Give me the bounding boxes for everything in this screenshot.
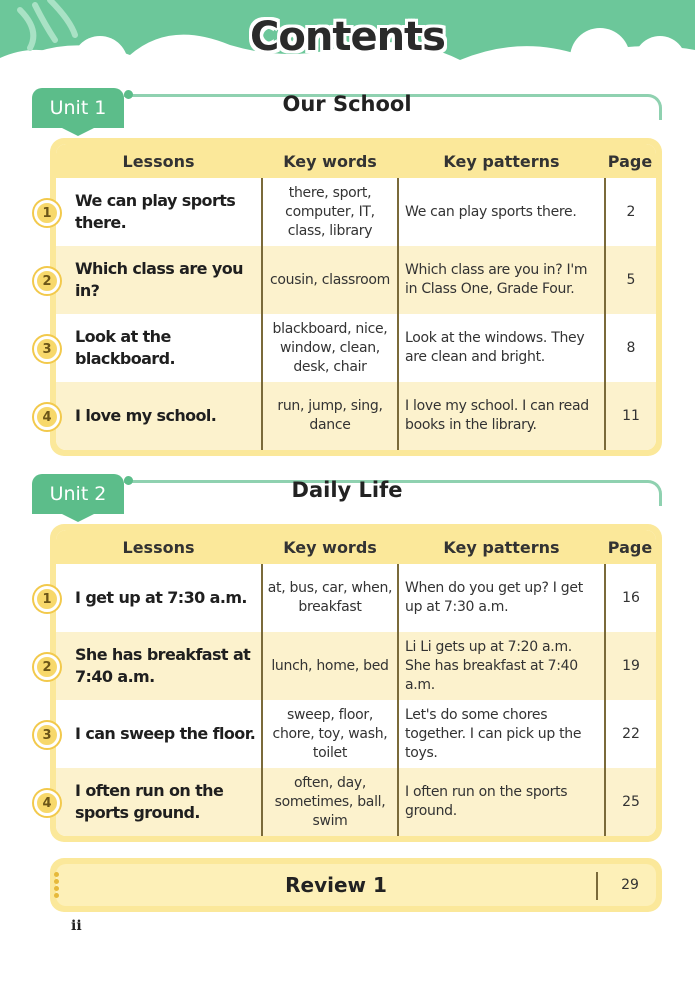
review-inner bbox=[56, 864, 656, 906]
key-patterns: Let's do some chores together. I can pick up the toys. bbox=[405, 706, 582, 761]
page-number[interactable]: 16 bbox=[604, 564, 656, 632]
page-header bbox=[0, 0, 695, 86]
key-patterns: I love my school. I can read books in the library. bbox=[405, 398, 589, 433]
page-number[interactable]: 5 bbox=[604, 246, 656, 314]
col-key-patterns: Key patterns bbox=[443, 151, 560, 171]
table-row[interactable] bbox=[56, 768, 656, 836]
lesson-number-badge: 4 bbox=[34, 404, 60, 430]
page-number[interactable]: 2 bbox=[604, 178, 656, 246]
unit-2-table-inner bbox=[56, 530, 656, 836]
lesson-title[interactable]: I often run on the sports ground. bbox=[75, 781, 224, 822]
column-header-row bbox=[56, 530, 656, 564]
key-words: sweep, floor, chore, toy, wash, toilet bbox=[261, 700, 399, 768]
review-title[interactable]: Review 1 bbox=[285, 873, 387, 897]
review-row[interactable] bbox=[50, 858, 662, 912]
key-words: there, sport, computer, IT, class, library bbox=[261, 178, 399, 246]
lesson-title[interactable]: She has breakfast at 7:40 a.m. bbox=[75, 645, 251, 686]
col-key-patterns: Key patterns bbox=[443, 537, 560, 557]
review-page-number[interactable]: 29 bbox=[621, 877, 639, 893]
table-row[interactable] bbox=[56, 178, 656, 246]
key-patterns: When do you get up? I get up at 7:30 a.m. bbox=[405, 580, 583, 615]
page-title: Contents bbox=[250, 14, 445, 60]
key-patterns: We can play sports there. bbox=[405, 203, 577, 220]
table-row[interactable] bbox=[56, 700, 656, 768]
lesson-number-badge: 2 bbox=[34, 268, 60, 294]
unit-2-tab[interactable]: Unit 2 bbox=[32, 474, 124, 514]
lesson-number-badge: 1 bbox=[34, 200, 60, 226]
key-words: lunch, home, bed bbox=[261, 632, 399, 700]
key-words: cousin, classroom bbox=[261, 246, 399, 314]
lesson-title[interactable]: I love my school. bbox=[75, 406, 217, 425]
page-number[interactable]: 8 bbox=[604, 314, 656, 382]
lesson-number-badge: 3 bbox=[34, 722, 60, 748]
col-page: Page bbox=[607, 151, 653, 171]
table-row[interactable] bbox=[56, 632, 656, 700]
table-row[interactable] bbox=[56, 314, 656, 382]
key-words: blackboard, nice, window, clean, desk, chair bbox=[261, 314, 399, 382]
unit-2-header bbox=[32, 474, 662, 518]
unit-2-title: Daily Life bbox=[291, 478, 403, 502]
unit-1-table bbox=[42, 138, 662, 456]
unit-1-header bbox=[32, 88, 662, 132]
unit-1-title: Our School bbox=[282, 92, 412, 116]
lesson-number-badge: 4 bbox=[34, 790, 60, 816]
page-number[interactable]: 22 bbox=[604, 700, 656, 768]
review-divider bbox=[596, 872, 598, 900]
col-lessons: Lessons bbox=[122, 151, 195, 171]
key-patterns: Li Li gets up at 7:20 a.m. She has breakfast at 7:40 a.m. bbox=[405, 638, 578, 693]
page-number[interactable]: 19 bbox=[604, 632, 656, 700]
table-row[interactable] bbox=[56, 382, 656, 450]
lesson-title[interactable]: Look at the blackboard. bbox=[75, 327, 175, 368]
key-patterns: Which class are you in? I'm in Class One, Grade Four. bbox=[405, 262, 588, 297]
lesson-title[interactable]: Which class are you in? bbox=[75, 259, 243, 300]
key-words: often, day, sometimes, ball, swim bbox=[261, 768, 399, 836]
table-row[interactable] bbox=[56, 246, 656, 314]
lesson-title[interactable]: We can play sports there. bbox=[75, 191, 236, 232]
lesson-title[interactable]: I can sweep the floor. bbox=[75, 724, 256, 743]
table-row[interactable] bbox=[56, 564, 656, 632]
lesson-number-badge: 1 bbox=[34, 586, 60, 612]
lesson-number-badge: 2 bbox=[34, 654, 60, 680]
unit-2-table bbox=[42, 524, 662, 842]
page-number[interactable]: 11 bbox=[604, 382, 656, 450]
unit-1-tab[interactable]: Unit 1 bbox=[32, 88, 124, 128]
key-words: at, bus, car, when, breakfast bbox=[261, 564, 399, 632]
key-words: run, jump, sing, dance bbox=[261, 382, 399, 450]
page-number[interactable]: 25 bbox=[604, 768, 656, 836]
col-key-words: Key words bbox=[283, 537, 377, 557]
unit-1-table-inner bbox=[56, 144, 656, 450]
col-key-words: Key words bbox=[283, 151, 377, 171]
column-header-row bbox=[56, 144, 656, 178]
lesson-title[interactable]: I get up at 7:30 a.m. bbox=[75, 588, 247, 607]
key-patterns: Look at the windows. They are clean and bright. bbox=[405, 330, 585, 365]
lesson-number-badge: 3 bbox=[34, 336, 60, 362]
key-patterns: I often run on the sports ground. bbox=[405, 784, 568, 819]
footer-page-number: ii bbox=[71, 918, 82, 934]
col-lessons: Lessons bbox=[122, 537, 195, 557]
col-page: Page bbox=[607, 537, 653, 557]
